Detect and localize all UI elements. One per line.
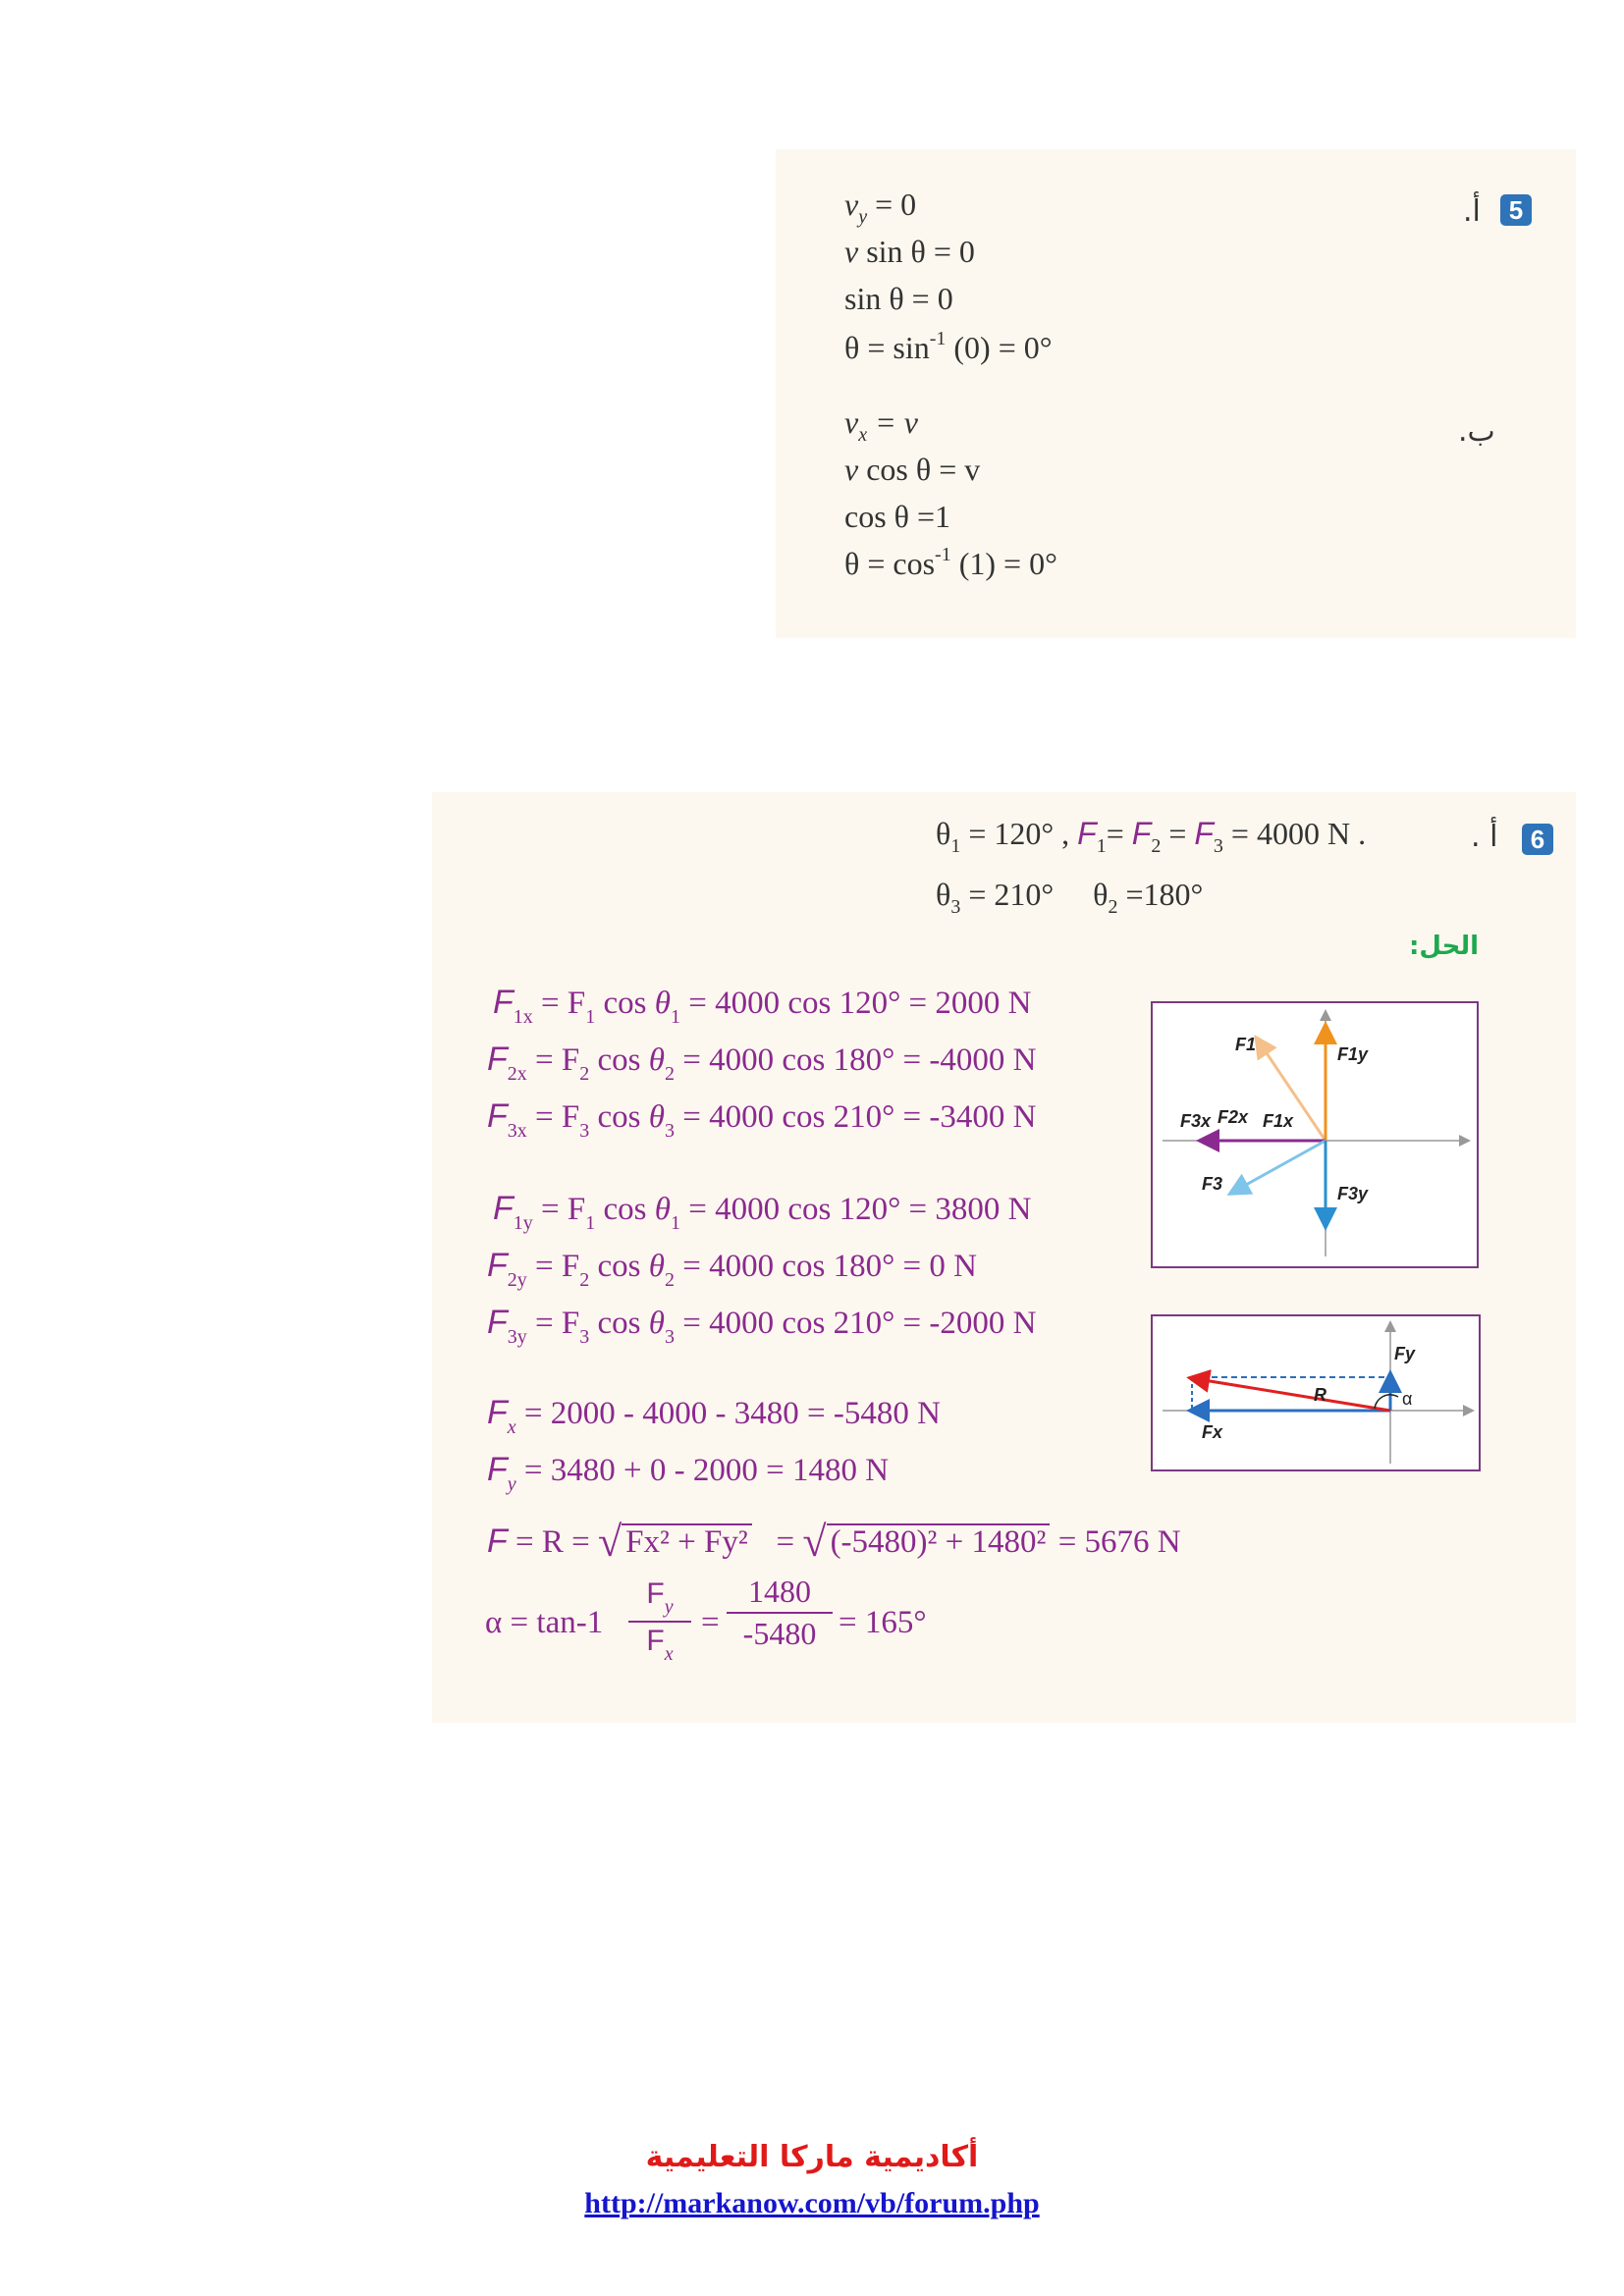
label-fy: Fy (1394, 1344, 1416, 1363)
eq-cos: cos θ =1 (844, 499, 951, 534)
eq-sum-fx: $F_x = 2000 - 4000 - 3480 = -5480$ N (487, 1394, 941, 1438)
label-f3y: F3y (1337, 1184, 1369, 1203)
part-a-label: أ. (1463, 194, 1481, 229)
force-components-diagram (1151, 1001, 1479, 1268)
eq-vsin: v sin θ = 0 (844, 234, 975, 269)
eq-vy: $v_y = 0$ (844, 187, 917, 228)
resultant-diagram (1151, 1314, 1481, 1471)
solution-label: الحل: (1409, 932, 1480, 961)
eq-theta-sin: $\theta = \sin^{-1} (0) = 0^\circ$ (844, 328, 1053, 365)
force-components-svg (1153, 1003, 1477, 1266)
eq-f3y: $F_{3y} = F_3$ $\cos \theta_3 = 4000$ cos 210° = -2000 N (487, 1304, 1037, 1348)
fraction-fy-fx: $F_y$ $F_x$ (628, 1577, 691, 1666)
problem-6-panel (432, 792, 1576, 1723)
label-f2x: F2x (1218, 1107, 1249, 1127)
resultant-vector (1198, 1379, 1390, 1411)
eq-f2y: $F_{2y} = F_2$ $\cos \theta_2 = 4000$ cos 180° = 0 N (487, 1247, 977, 1291)
label-f1x: F1x (1263, 1111, 1294, 1131)
given-line-1: $\theta_1 = 120^\circ$ , $F_1= F_2 = F_3 = 4000$ N . (936, 816, 1367, 857)
eq-alpha-lhs: α = tan-1 (485, 1605, 604, 1640)
label-f1: F1 (1235, 1035, 1257, 1054)
f3-vector (1237, 1141, 1326, 1190)
label-f3x: F3x (1180, 1111, 1212, 1131)
academy-name: أكاديمية ماركا التعليمية (645, 2140, 979, 2174)
alpha-arc (1375, 1395, 1398, 1409)
problem-5-panel (776, 149, 1576, 638)
eq-vx: $v_x = v$ (844, 404, 918, 446)
label-alpha: α (1402, 1389, 1413, 1409)
forum-link[interactable]: http://markanow.com/vb/forum.php (584, 2187, 1040, 2219)
part-b-label: ب. (1458, 414, 1495, 449)
label-r: R (1314, 1385, 1326, 1405)
eq-vcos: v cos θ = v (844, 452, 981, 487)
eq-alpha-equals: = (701, 1605, 720, 1640)
problem-number-badge: 6 (1522, 824, 1553, 855)
eq-resultant: F = R = √ Fx² + Fy² = √ (-5480)² + 1480² = 5676 N (487, 1518, 1181, 1566)
label-f3: F3 (1202, 1174, 1223, 1194)
fraction-values: 1480 -5480 (727, 1574, 833, 1652)
eq-f2x: $F_{2x} = F_2$ $\cos \theta_2 = 4000$ cos 180° = -4000 N (487, 1041, 1037, 1085)
part-a-label: أ . (1471, 820, 1498, 854)
eq-f1y: $F_{1y} = F_1$ $\cos \theta_1 = 4000$ cos 120° = 3800 N (493, 1190, 1032, 1234)
problem-number-badge: 5 (1500, 194, 1532, 226)
eq-sum-fy: $F_y = 3480 + 0 - 2000 = 1480$ N (487, 1451, 890, 1495)
resultant-svg (1153, 1316, 1479, 1469)
label-fx: Fx (1202, 1422, 1223, 1442)
eq-alpha-result: = 165° (839, 1605, 927, 1640)
eq-sin: sin θ = 0 (844, 281, 953, 316)
given-line-2: $\theta_3 = 210^\circ$ $\theta_2 =180^\circ$ (936, 877, 1204, 918)
label-f1y: F1y (1337, 1044, 1369, 1064)
eq-f1x: $F_{1x} = F_1$ $\cos \theta_1 = 4000$ cos 120° = 2000 N (493, 984, 1032, 1028)
eq-theta-cos: $\theta = \cos^{-1} (1) = 0^\circ$ (844, 544, 1057, 581)
eq-f3x: $F_{3x} = F_3$ $\cos \theta_3 = 4000$ cos 210° = -3400 N (487, 1097, 1037, 1142)
